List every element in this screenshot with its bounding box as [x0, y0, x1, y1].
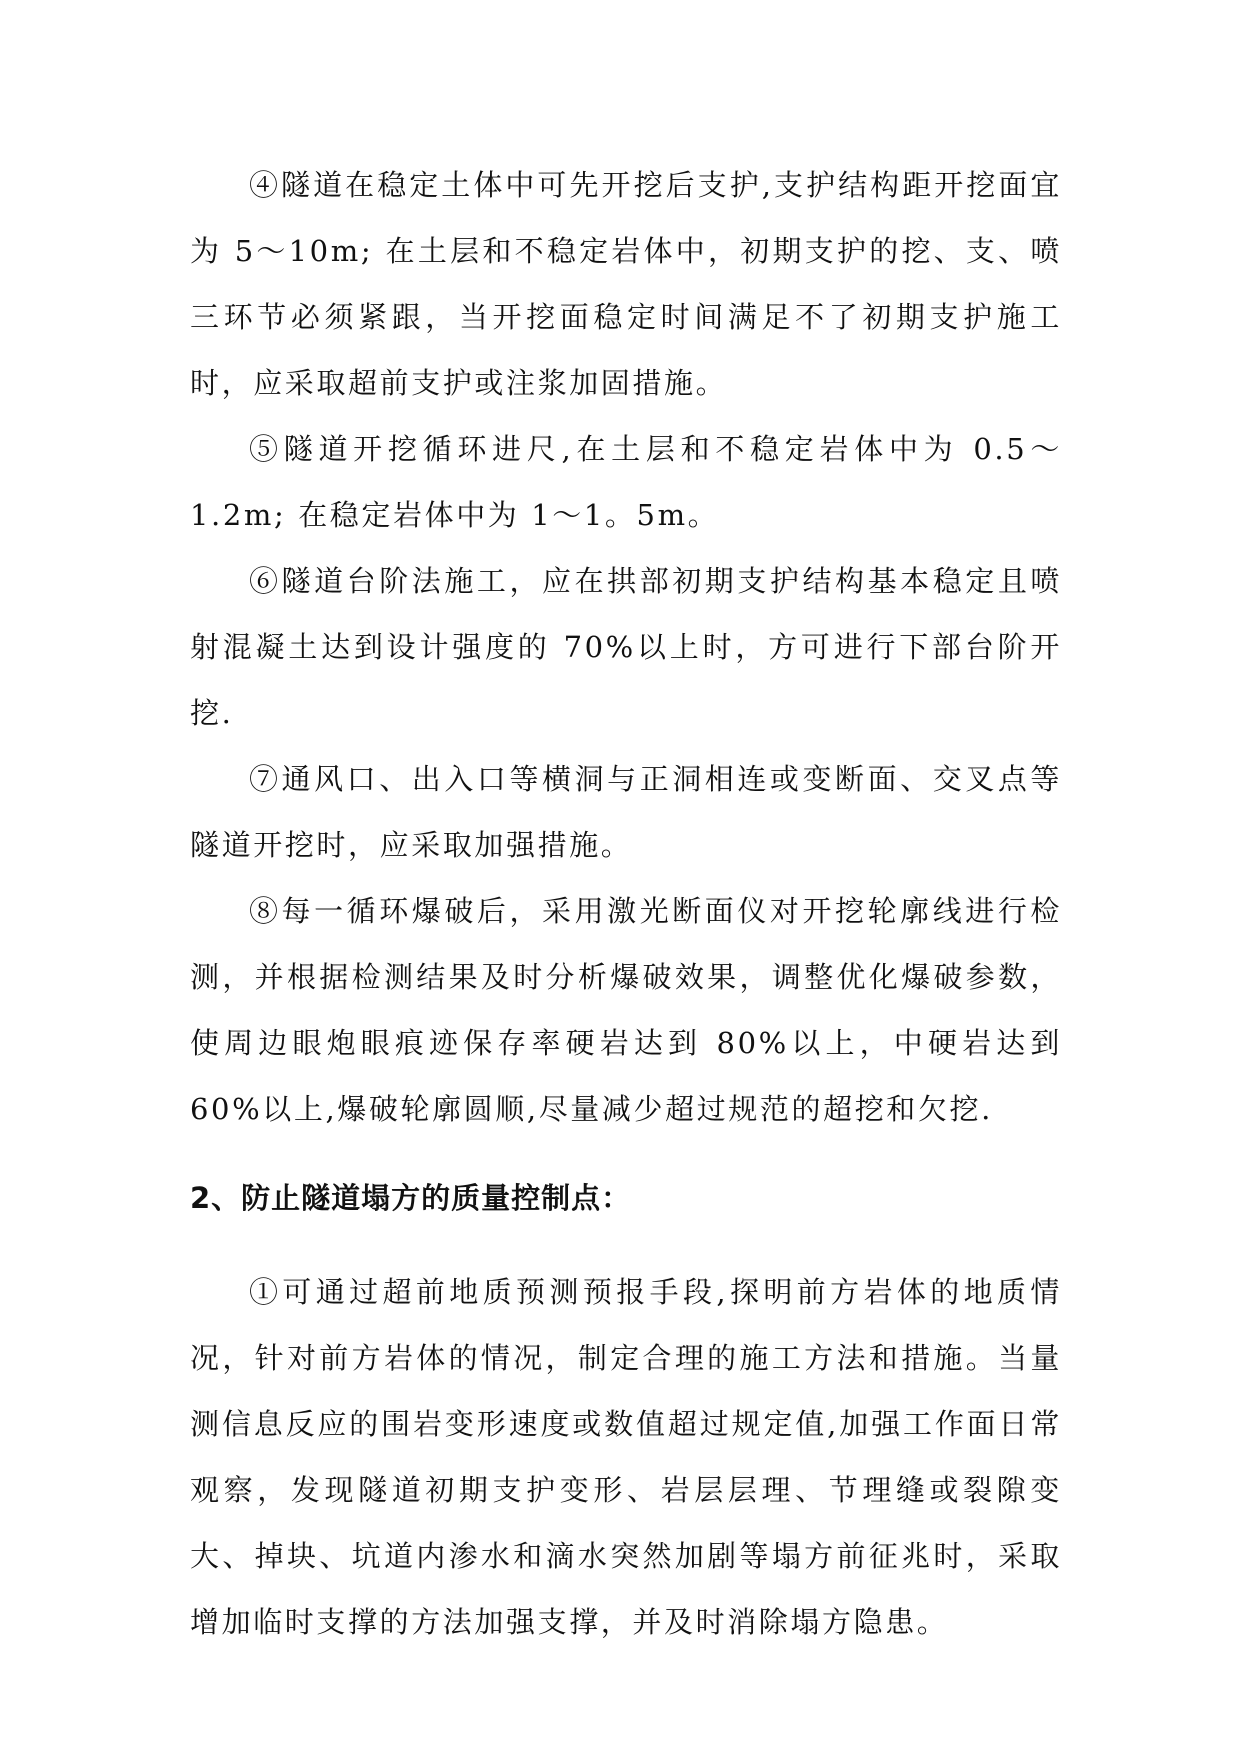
paragraph-blasting-inspection: ⑧每一循环爆破后，采用激光断面仪对开挖轮廓线进行检测，并根据检测结果及时分析爆破效果，调整优化爆破参数，使周边眼炮眼痕迹保存率硬岩达到 80%以上，中硬岩达到 60%以上,爆破轮廓圆顺,尽量减少超过规范的超挖和欠挖. — [190, 894, 1074, 1126]
paragraph-geological-forecast: ①可通过超前地质预测预报手段,探明前方岩体的地质情况，针对前方岩体的情况，制定合理的施工方法和措施。当量测信息反应的围岩变形速度或数值超过规定值,加强工作面日常观察，发现隧道初期支护变形、岩层层理、节理缝或裂隙变大、掉块、坑道内渗水和滴水突然加剧等塌方前征兆时，采取增加临时支撑的方法加强支撑，并及时消除塌方隐患。 — [190, 1275, 1062, 1639]
paragraph-excavation-cycle-length: ⑤隧道开挖循环进尺,在土层和不稳定岩体中为 0.5～1.2m; 在稳定岩体中为 1～1。5m。 — [190, 432, 1062, 532]
paragraph-bench-method: ⑥隧道台阶法施工，应在拱部初期支护结构基本稳定且喷射混凝土达到设计强度的 70%以上时，方可进行下部台阶开挖. — [190, 564, 1062, 730]
paragraph-tunnel-support-distance: ④隧道在稳定土体中可先开挖后支护,支护结构距开挖面宜为 5～10m; 在土层和不稳定岩体中，初期支护的挖、支、喷三环节必须紧跟，当开挖面稳定时间满足不了初期支护施工时，应采取超前支护或注浆加固措施。 — [190, 168, 1062, 400]
document-page — [190, 152, 1074, 1655]
paragraph-cross-tunnel-reinforcement: ⑦通风口、出入口等横洞与正洞相连或变断面、交叉点等隧道开挖时，应采取加强措施。 — [190, 762, 1062, 862]
section-heading-collapse-prevention: 2、防止隧道塌方的质量控制点： — [190, 1181, 632, 1215]
